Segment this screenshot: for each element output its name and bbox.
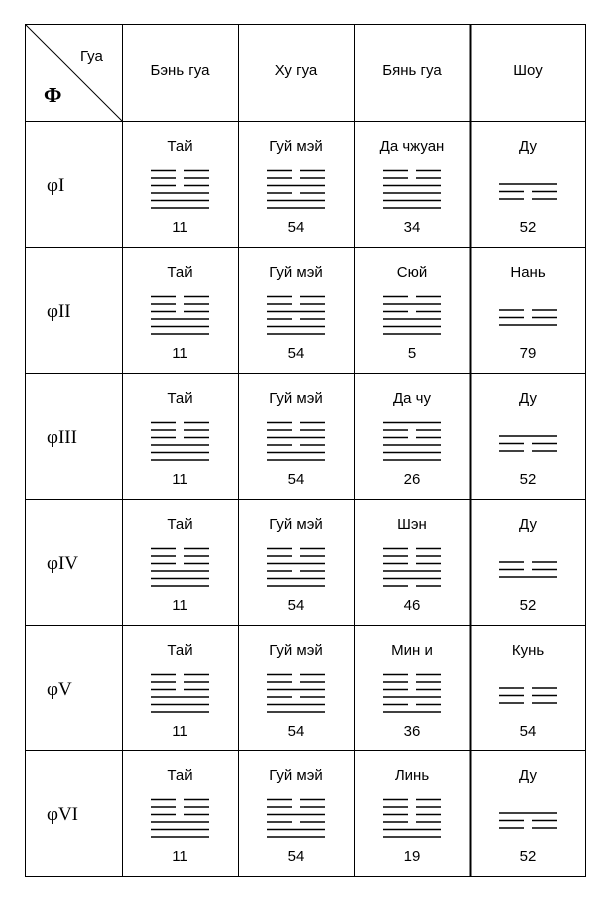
hexagram-cell [499,767,557,865]
hexagram-number: 11 [172,848,188,865]
hexagram-number: 54 [287,219,305,236]
trigram-figure [499,562,557,577]
hexagram-cell [267,264,325,362]
column-header: Бэнь гуа [150,62,210,79]
hexagram-cell [383,516,441,614]
hexagram-name: Сюй [396,264,428,281]
hexagram-cell [267,390,325,488]
hexagram-cell [499,642,557,740]
column-header: Бянь гуа [382,62,442,79]
column-header: Ху гуа [274,62,318,79]
hexagram-number: 11 [172,219,188,236]
corner-diagonal [26,25,122,121]
hexagram-cell [380,138,445,236]
hexagram-name: Тай [167,264,193,281]
hexagram-figure [383,549,441,587]
hexagram-number: 19 [403,848,421,865]
table-row [47,642,557,740]
hexagram-name: Кунь [511,642,545,659]
hexagram-cell [151,516,209,614]
hexagram-cell [151,138,209,236]
hexagram-name: Линь [394,767,430,784]
hexagram-number: 54 [287,345,305,362]
table-row [47,516,557,614]
hexagram-number: 26 [403,471,421,488]
table-row [47,138,557,236]
hexagram-name: Гуй мэй [269,767,323,784]
hexagram-cell [151,264,209,362]
hexagram-number: 79 [519,345,537,362]
hexagram-number: 54 [287,471,305,488]
row-label: φIV [47,553,79,574]
hexagram-number: 52 [519,219,537,236]
row-label: φVI [47,804,79,825]
hexagram-cell [151,642,209,740]
hexagram-number: 5 [407,345,417,362]
hexagram-name: Мин и [391,642,433,659]
hexagram-name: Тай [167,767,193,784]
hexagram-figure [267,800,325,838]
hexagram-cell [267,642,325,740]
hexagram-number: 54 [287,597,305,614]
hexagram-name: Нань [510,264,546,281]
hexagram-figure [267,549,325,587]
corner-label-bottom: Φ [44,83,62,107]
hexagram-name: Ду [519,516,537,533]
hexagram-number: 52 [519,471,537,488]
hexagram-number: 54 [287,848,305,865]
hexagram-number: 11 [172,597,188,614]
hexagram-number: 11 [172,345,188,362]
hexagram-figure [267,423,325,461]
row-label: φI [47,175,65,196]
hexagram-number: 46 [403,597,421,614]
hexagram-number: 54 [519,723,537,740]
hexagram-name: Да чу [393,390,431,407]
trigram-figure [499,813,557,828]
hexagram-cell [151,767,209,865]
hexagram-name: Шэн [397,516,427,533]
hexagram-number: 54 [287,723,305,740]
hexagram-number: 36 [403,723,421,740]
hexagram-name: Тай [167,642,193,659]
table-row [47,390,557,488]
hexagram-figure [383,171,441,209]
table-row [47,767,557,865]
hexagram-number: 11 [172,471,188,488]
hexagram-figure [267,171,325,209]
hexagram-name: Ду [519,390,537,407]
hexagram-cell [151,390,209,488]
hexagram-cell [499,264,557,362]
trigram-figure [499,436,557,451]
hexagram-figure [267,297,325,335]
hexagram-number: 11 [172,723,188,740]
hexagram-name: Гуй мэй [269,642,323,659]
hexagram-cell [383,767,441,865]
trigram-figure [499,310,557,325]
hexagram-cell [383,390,441,488]
hexagram-number: 34 [403,219,421,236]
hexagram-figure [151,297,209,335]
hexagram-name: Гуй мэй [269,264,323,281]
hexagram-cell [499,390,557,488]
hexagram-figure [383,800,441,838]
hexagram-figure [383,675,441,713]
hexagram-cell [499,516,557,614]
hexagram-figure [151,675,209,713]
hexagram-figure [383,423,441,461]
hexagram-cell [267,138,325,236]
row-label: φII [47,301,71,322]
hexagram-cell [267,516,325,614]
hexagram-name: Тай [167,390,193,407]
corner-label-top: Гуа [80,48,103,65]
hexagram-figure [151,423,209,461]
column-header: Шоу [513,62,543,79]
row-label: φIII [47,427,77,448]
hexagram-name: Гуй мэй [269,516,323,533]
hexagram-figure [267,675,325,713]
hexagram-name: Да чжуан [379,138,445,155]
hexagram-figure [151,171,209,209]
hexagram-cell [383,264,441,362]
hexagram-figure [151,549,209,587]
hexagram-cell [267,767,325,865]
trigram-figure [499,688,557,703]
hexagram-name: Тай [167,138,193,155]
hexagram-cell [499,138,557,236]
hexagram-figure [383,297,441,335]
hexagram-name: Тай [167,516,193,533]
row-label: φV [47,679,72,700]
hexagram-name: Ду [519,767,537,784]
hexagram-number: 52 [519,848,537,865]
hexagram-number: 52 [519,597,537,614]
hexagram-name: Ду [519,138,537,155]
trigram-figure [499,184,557,199]
hexagram-name: Гуй мэй [269,390,323,407]
hexagram-name: Гуй мэй [269,138,323,155]
hexagram-figure [151,800,209,838]
hexagram-cell [383,642,441,740]
table-row [47,264,557,362]
